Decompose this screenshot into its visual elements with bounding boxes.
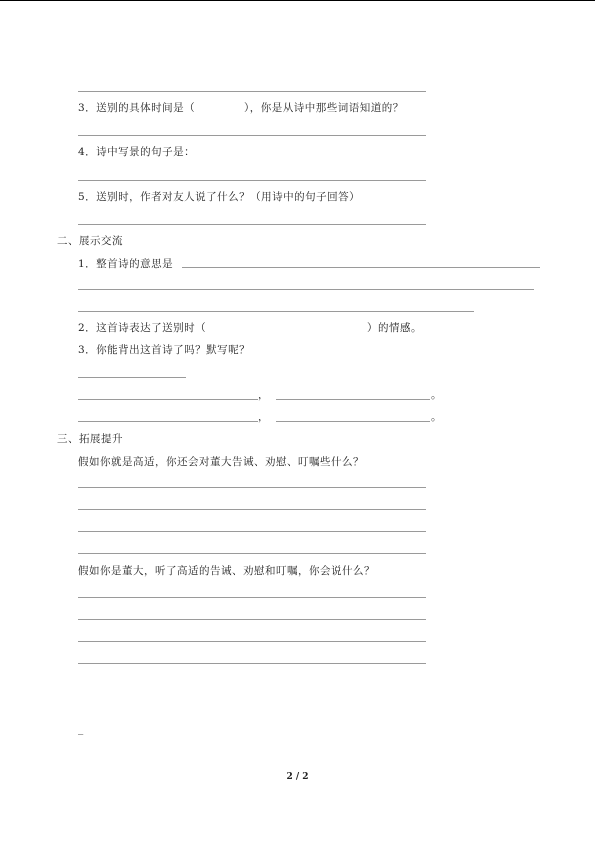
question-3-part-a: 3．送别的具体时间是（ — [78, 102, 196, 114]
answer-line — [78, 377, 186, 378]
answer-line — [78, 509, 426, 510]
question-4: 4．诗中写景的句子是： — [78, 146, 196, 158]
answer-line — [78, 531, 426, 532]
period-mark: 。 — [431, 389, 442, 401]
comma-mark: ， — [258, 389, 269, 401]
section-2-question-1: 1．整首诗的意思是 — [78, 258, 174, 270]
section-2-question-3: 3．你能背出这首诗了吗？默写呢？ — [78, 344, 251, 356]
answer-line — [78, 553, 426, 554]
page-top-border — [0, 0, 595, 1]
underscore-mark: _ — [78, 723, 84, 735]
section-3-title: 三、拓展提升 — [57, 433, 123, 445]
answer-line — [78, 597, 426, 598]
answer-line — [78, 663, 426, 664]
section-3-prompt-2: 假如你是董大，听了高适的告诫、劝慰和叮嘱，你会说什么？ — [78, 565, 375, 577]
section-2-question-2-part-b: ）的情感。 — [367, 322, 422, 334]
section-2-title: 二、展示交流 — [57, 235, 123, 247]
answer-line — [78, 135, 426, 136]
answer-line — [182, 267, 540, 268]
answer-line — [78, 421, 258, 422]
page-number: 2 / 2 — [286, 772, 309, 782]
answer-line — [78, 619, 426, 620]
answer-line — [78, 180, 426, 181]
question-3-part-b: ），你是从诗中那些词语知道的？ — [244, 102, 404, 114]
answer-line — [78, 224, 426, 225]
question-5: 5．送别时，作者对友人说了什么？（用诗中的句子回答） — [78, 191, 361, 203]
answer-line — [276, 421, 430, 422]
comma-mark: ， — [258, 411, 269, 423]
period-mark: 。 — [431, 411, 442, 423]
section-2-question-2-part-a: 2．这首诗表达了送别时（ — [78, 322, 207, 334]
answer-line — [78, 641, 426, 642]
answer-line — [78, 289, 534, 290]
answer-line — [276, 399, 430, 400]
section-3-prompt-1: 假如你就是高适，你还会对董大告诫、劝慰、叮嘱些什么？ — [78, 456, 364, 468]
answer-line — [78, 311, 474, 312]
answer-line — [78, 91, 426, 92]
answer-line — [78, 399, 258, 400]
answer-line — [78, 487, 426, 488]
